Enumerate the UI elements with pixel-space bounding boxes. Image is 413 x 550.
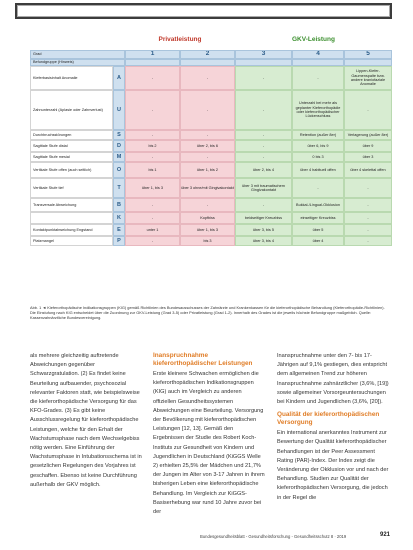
row-code: A (113, 66, 125, 90)
column-3-text-2: Ein international anerkanntes Instrument zur Bewertung der Qualität kieferorthopädischer Behandlungen ist der Peer Assessment Rating (PAR)-Index. Der Index zeigt die Veränderung der Okklusion vor und nach der Behandlung. Studien zur Qualität der kieferorthopädischen Versorgung, die jedoch in der Regel die (277, 430, 389, 501)
table-cell: - (180, 90, 235, 130)
table-cell: - (180, 130, 235, 140)
table-cell: - (180, 152, 235, 162)
text-column-1 (30, 352, 142, 490)
befund-spacer-5 (344, 59, 392, 66)
figure-caption: Abb. 1 ◄ Kieferorthopädische Indikationsgruppen (KIG) gemäß Richtlinien des Bundesausschusses der Zahnärzte und Krankenkassen für die kieferorthopädische Behandlung (Kieferorthopädie-Richtlinien). Die Einstufung nach KIG entscheidet über die Zuordnung zur GKV-Leistung (Grad 3-5) oder Privatleistung (Grad 1-2). Innerhalb des Grades ist die jeweils höchste Befundgruppe maßgeblich. Quelle: Kassenzahnärztliche Bundesvereinigung. (30, 305, 385, 321)
table-cell: bis 3 (180, 236, 235, 246)
table-cell: Bukkal-/Lingual-Okklusion (292, 198, 344, 212)
table-cell: Lippen-Kiefer-Gaumenspalte bzw. andere kraniofaziale Anomalie (344, 66, 392, 90)
table-cell: - (344, 212, 392, 224)
table-cell: - (180, 198, 235, 212)
table-cell: Unterzahl bei mehr als geplanter Kieferorthopädie oder kieferorthopädischer Lückenschluss (292, 90, 344, 130)
grade-5: 5 (344, 50, 392, 59)
table-cell: über 3, bis 5 (235, 224, 292, 236)
table-cell: Retention (außer 8er) (292, 130, 344, 140)
column-1-text: als mehrere gleichzeitig auftretende Abweichungen gegenüber Schwarzgratulation. (2) Es findet keine Beurteilung aufbauender, psychosozial relevanter Faktoren statt, wie beispielsweise die kieferorthopädische Versorgung für das KFO-Grades. (3) Es gibt keine Ausschlussregelung für kieferorthopädische Leistungen, welche für den Erhalt der Wachstumsphase nach dem Wechselgebiss nötig werden. Eine Einführung der Wachstumsphase in Intubationsschema ist in gesetzlichen Regelungen des Vorjahres ist geschaffen. Ebenso ist keine Durchführung außerhalb der GKV möglich. (30, 353, 142, 488)
row-code: B (113, 198, 125, 212)
table-cell: einseitiger Kreuzbiss (292, 212, 344, 224)
table-cell: Verlagerung (außer 8er) (344, 130, 392, 140)
table-cell: - (125, 130, 180, 140)
befund-spacer-3 (235, 59, 292, 66)
row-label: Vertikale Stufe offen (auch seitlich) (30, 162, 113, 178)
table-cell: - (235, 130, 292, 140)
table-cell: - (125, 152, 180, 162)
row-label: Transversale Abweichung (30, 198, 113, 212)
table-cell: - (235, 66, 292, 90)
row-label: Kieferbasisinhalt Anomalie (30, 66, 113, 90)
table-cell: über 3 ohne/mit Gingivakontakt (180, 178, 235, 198)
table-cell: - (180, 66, 235, 90)
table-cell: über 5 (292, 224, 344, 236)
text-column-3 (277, 352, 389, 503)
table-cell: 0 bis 3 (292, 152, 344, 162)
row-code: O (113, 162, 125, 178)
section-heading-inanspruchnahme: Inanspruchnahme kieferorthopädischer Leistungen (153, 352, 253, 367)
column-3-text: Inanspruchnahme unter den 7- bis 17-Jährigen auf 9,1% gestiegen, dies entspricht dem allgemeinen Trend zur höheren Inanspruchnahme zahnärztlicher (3,6%, [19]) sowie allgemeiner Vorsorgeuntersuchungen bei Kindern und Jugendlichen (3,6%, [20]). (277, 353, 389, 406)
table-cell: bis 2 (125, 140, 180, 152)
table-cell: - (344, 198, 392, 212)
row-code: D (113, 140, 125, 152)
row-label: Sagittale Stufe distal (30, 140, 113, 152)
page-header-bar (15, 3, 392, 19)
table-cell: - (125, 236, 180, 246)
table-cell: Kopfbiss (180, 212, 235, 224)
row-code: T (113, 178, 125, 198)
row-code: K (113, 212, 125, 224)
table-cell: - (125, 90, 180, 130)
table-cell: über 2, bis 4 (235, 162, 292, 178)
privat-header: Privatleistung (158, 36, 202, 44)
table-cell: über 4 habituell offen (292, 162, 344, 178)
table-cell: - (344, 178, 392, 198)
text-column-2 (153, 352, 265, 517)
row-code: S (113, 130, 125, 140)
row-code: U (113, 90, 125, 130)
table-cell: über 4 skelettal offen (344, 162, 392, 178)
row-label (30, 212, 113, 224)
row-code: E (113, 224, 125, 236)
grade-2: 2 (180, 50, 235, 59)
table-cell: über 1, bis 3 (125, 178, 180, 198)
table-cell: - (235, 198, 292, 212)
table-cell: - (125, 198, 180, 212)
table-cell: - (235, 140, 292, 152)
row-label: Zahnunterzahl (Aplasie oder Zahnverlust) (30, 90, 113, 130)
table-cell: - (344, 236, 392, 246)
table-cell: - (344, 224, 392, 236)
table-cell: über 9 (344, 140, 392, 152)
row-label: Sagittale Stufe mesial (30, 152, 113, 162)
befund-spacer-2 (180, 59, 235, 66)
table-cell: - (292, 178, 344, 198)
row-code: M (113, 152, 125, 162)
table-cell: - (235, 152, 292, 162)
page-number: 921 (380, 532, 391, 538)
row-label: Kontaktpunktabweichung Engstand (30, 224, 113, 236)
table-cell: unter 1 (125, 224, 180, 236)
table-cell: über 4 (292, 236, 344, 246)
row-label: Durchbruchsstörungen (30, 130, 113, 140)
table-cell: über 3, bis 4 (235, 236, 292, 246)
table-cell: über 2, bis 6 (180, 140, 235, 152)
befund-label: Befundgruppe (Hinweis) (30, 59, 125, 66)
table-cell: bis 1 (125, 162, 180, 178)
row-label: Vertikale Stufe tief (30, 178, 113, 198)
table-cell: über 1, bis 3 (180, 224, 235, 236)
table-cell: beidseitiger Kreuzbiss (235, 212, 292, 224)
row-code: P (113, 236, 125, 246)
table-cell: über 3 mit traumatischem Gingivakontakt (235, 178, 292, 198)
section-heading-qualitaet: Qualität der kieferorthopädischen Versorgung (277, 411, 380, 427)
grade-1: 1 (125, 50, 180, 59)
column-2-text: Erste kleinere Schwachen ermöglichen die kieferorthopädischen Indikationsgruppen (KIG) auch im Vergleich zu anderen offiziellen Gesundheitssystemen Abweichungen eine Beurteilung. Versorgung der Bevölkerung mit kieferorthopädischen Leistungen [12, 13]. Gemäß den Ergebnissen der Studie des Robert Koch-Instituts zur Gesundheit von Kindern und Jugendlichen in Deutschland (KiGGS Welle 2) erhielten 25,5% der Mädchen und 21,7% der Jungen im Alter von 3-17 Jahren in ihrem bisherigen Leben eine kieferorthopädische Behandlung. Im Vergleich zur KiGGS-Basiserhebung war rund 10 Jahre zuvor bei der (153, 371, 265, 516)
table-cell: - (292, 66, 344, 90)
befund-spacer-1 (125, 59, 180, 66)
grade-3: 3 (235, 50, 292, 59)
table-cell: - (344, 90, 392, 130)
table-cell: - (125, 66, 180, 90)
table-cell: über 6, bis 9 (292, 140, 344, 152)
table-cell: über 1, bis 2 (180, 162, 235, 178)
table-cell: - (125, 212, 180, 224)
table-cell: - (235, 90, 292, 130)
grade-4: 4 (292, 50, 344, 59)
table-cell: über 3 (344, 152, 392, 162)
gkv-header: GKV-Leistung (292, 36, 335, 44)
row-label: Platzmangel (30, 236, 113, 246)
befund-spacer-4 (292, 59, 344, 66)
grad-label: Grad (30, 50, 125, 59)
footer-journal: Bundesgesundheitsblatt - Gesundheitsforschung - Gesundheitsschutz 8 · 2019 (200, 534, 347, 539)
